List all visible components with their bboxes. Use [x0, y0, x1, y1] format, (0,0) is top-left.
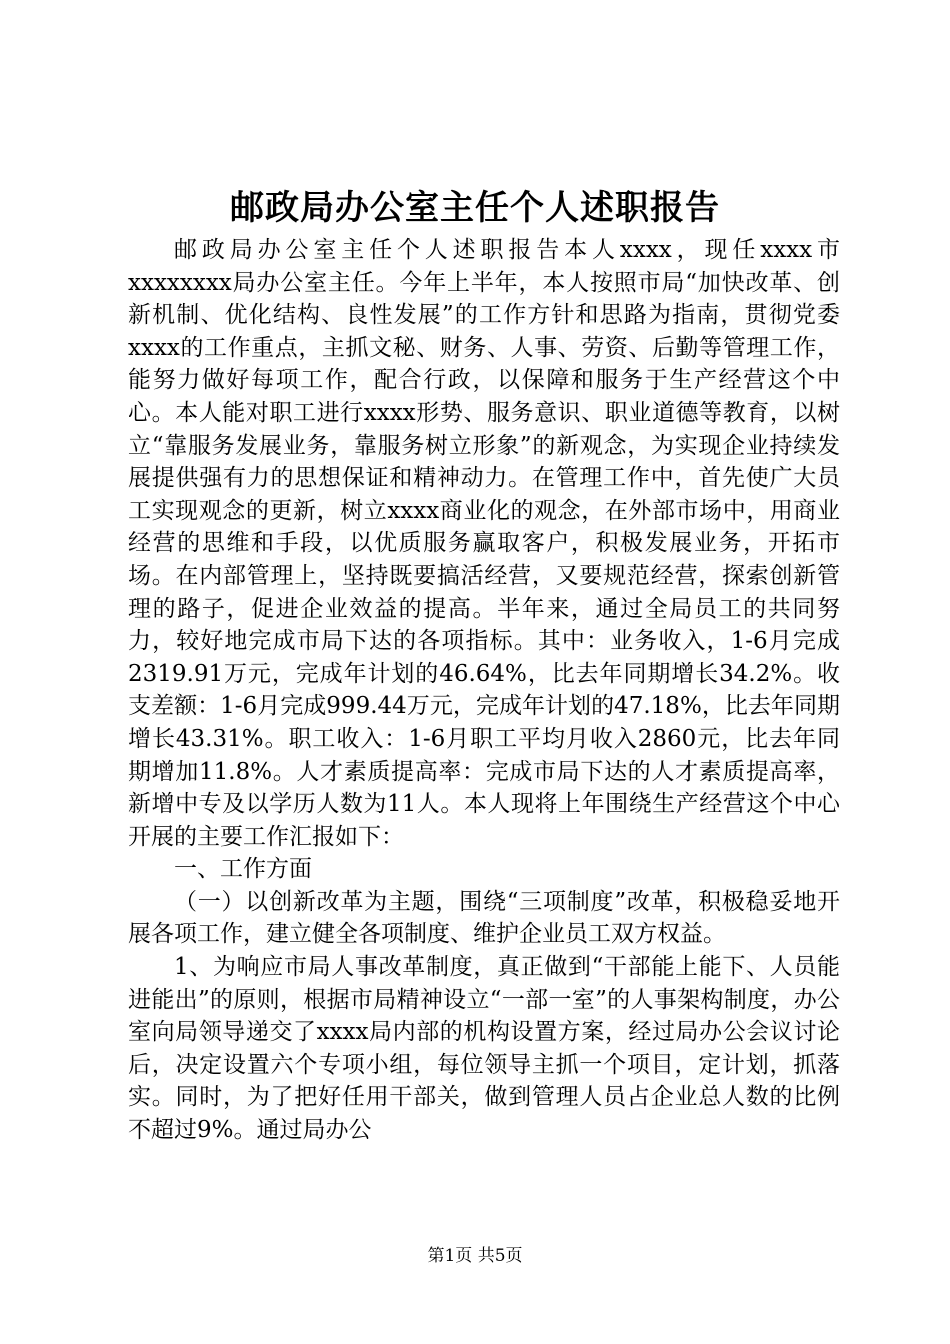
paragraph-intro: 邮政局办公室主任个人述职报告本人xxxx，现任xxxx市xxxxxxxx局办公室主任。今年上半年，本人按照市局“加快改革、创新机制、优化结构、良性发展”的工作方针和思路为指南，贯彻党委xxxx的工作重点，主抓文秘、财务、人事、劳资、后勤等管理工作，能努力做好每项工作，配合行政，以保障和服务于生产经营这个中心。本人能对职工进行xxxx形势、服务意识、职业道德等教育，以树立“靠服务发展业务，靠服务树立形象”的新观念，为实现企业持续发展提供强有力的思想保证和精神动力。在管理工作中，首先使广大员工实现观念的更新，树立xxxx商业化的观念，在外部市场中，用商业经营的思维和手段，以优质服务赢取客户，积极发展业务，开拓市场。在内部管理上，坚持既要搞活经营，又要规范经营，探索创新管理的路子，促进企业效益的提高。半年来，通过全局员工的共同努力，较好地完成市局下达的各项指标。其中：业务收入，1-6月完成2319.91万元，完成年计划的46.64%，比去年同期增长34.2%。收支差额：1-6月完成999.44万元，完成年计划的47.18%，比去年同期增长43.31%。职工收入：1-6月职工平均月收入2860元，比去年同期增加11.8%。人才素质提高率：完成市局下达的人才素质提高率，新增中专及以学历人数为11人。本人现将上年围绕生产经营这个中心开展的主要工作汇报如下：: [128, 237, 840, 850]
paragraph-subsection-1: （一）以创新改革为主题，围绕“三项制度”改革，积极稳妥地开展各项工作，建立健全各项制度、维护企业员工双方权益。: [128, 888, 840, 948]
document-title: 邮政局办公室主任个人述职报告: [230, 188, 720, 228]
page-number-footer: 第1页 共5页: [427, 1246, 523, 1266]
section-heading-work: 一、工作方面: [174, 856, 312, 883]
document-body: [128, 234, 840, 1147]
paragraph-item-1: 1、为响应市局人事改革制度，真正做到“干部能上能下、人员能进能出”的原则，根据市局精神设立“一部一室”的人事架构制度，办公室向局领导递交了xxxx局内部的机构设置方案，经过局办公会议讨论后，决定设置六个专项小组，每位领导主抓一个项目，定计划，抓落实。同时，为了把好任用干部关，做到管理人员占企业总人数的比例不超过9%。通过局办公: [128, 954, 840, 1144]
